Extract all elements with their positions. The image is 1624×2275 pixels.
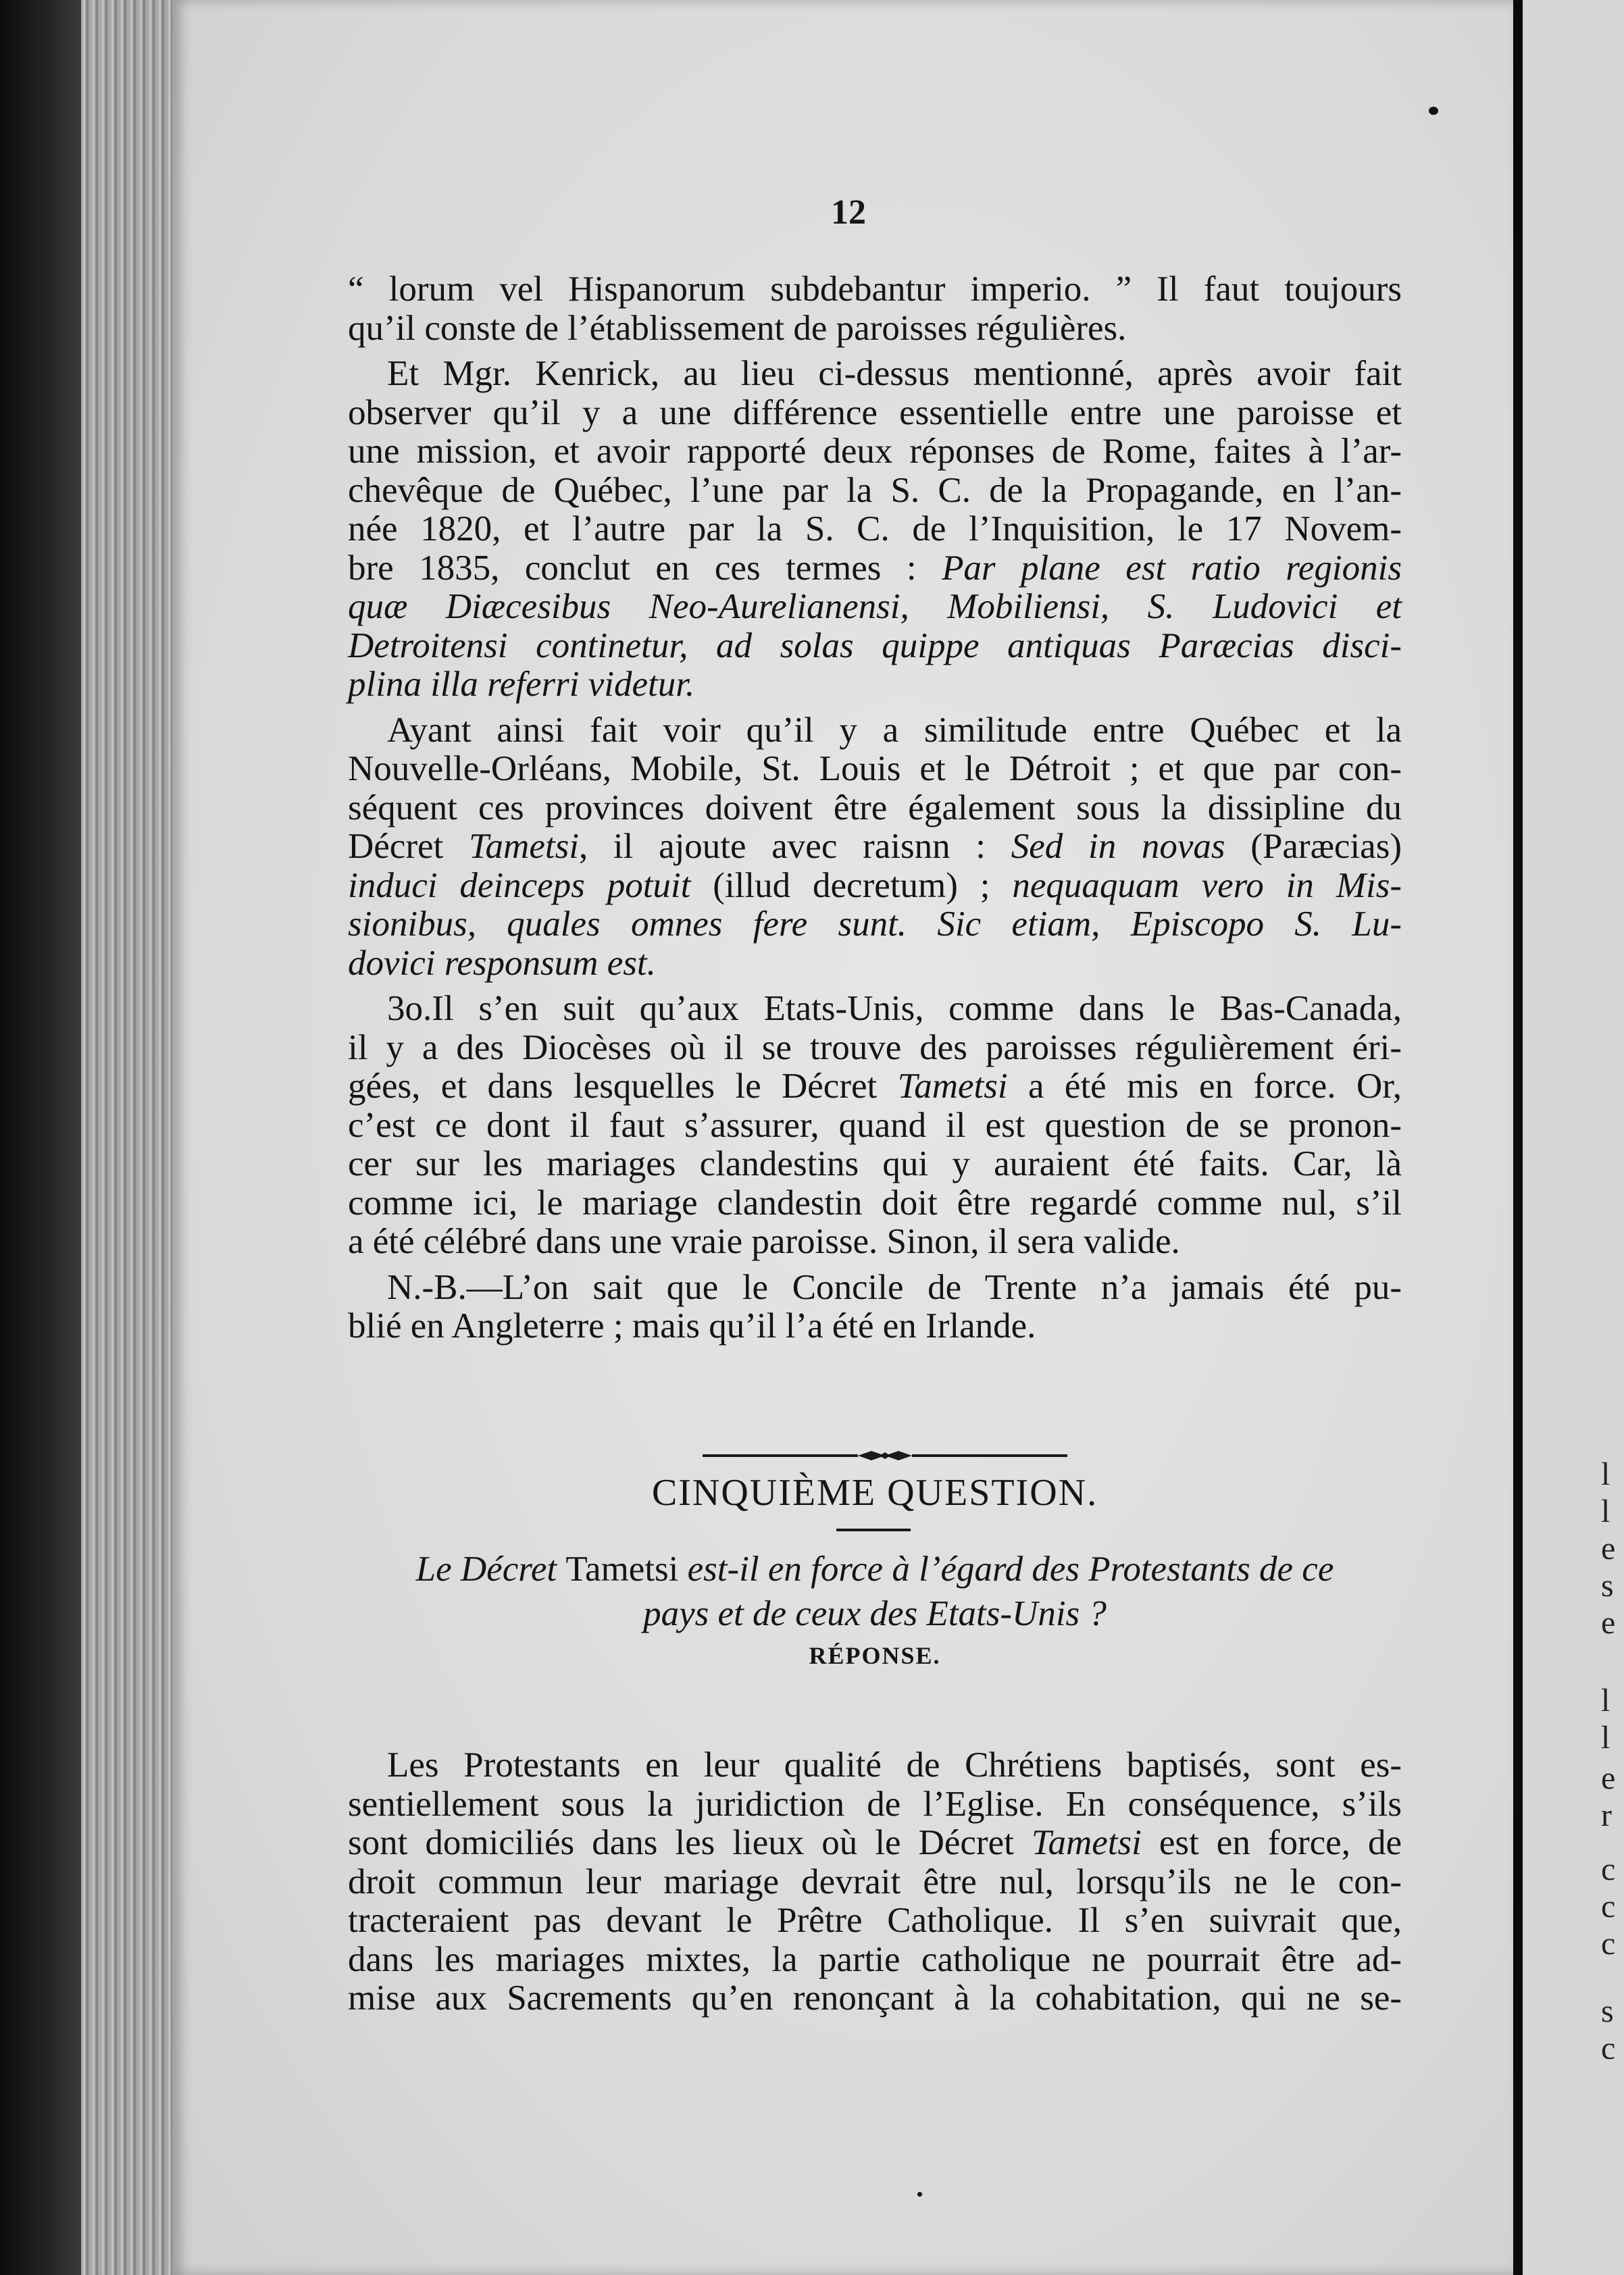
text-line [348, 1106, 1402, 1146]
italic-text: pays et de ceux des Etats-Unis ? [643, 1594, 1107, 1633]
adjacent-page-letter: c [1601, 1926, 1616, 1962]
text-line [348, 867, 1402, 906]
adjacent-page-letter: e [1601, 1531, 1616, 1566]
adjacent-page-letter: e [1601, 1605, 1616, 1641]
title-rule [836, 1529, 911, 1531]
text-line [348, 1223, 1402, 1262]
section-question [348, 1547, 1402, 1636]
text-run: Ayant ainsi fait voir qu’il y a similitude entre Québec et la [387, 710, 1402, 750]
text-line [348, 1269, 1402, 1308]
italic-text: nequaquam vero in Mis- [1012, 865, 1402, 905]
text-run: Et Mgr. Kenrick, au lieu ci-dessus mentionné, après avoir fait [387, 354, 1402, 393]
text-run: Tametsi [565, 1550, 679, 1589]
text-run: Les Protestants en leur qualité de Chrétiens baptisés, sont es- [387, 1745, 1402, 1785]
body-text [348, 270, 1402, 1353]
adjacent-page-fragment [1523, 0, 1624, 2275]
text-line [348, 665, 1402, 705]
adjacent-page-letter: s [1601, 1993, 1614, 2029]
text-run: tracteraient pas devant le Prêtre Catholique. Il s’en suivrait que, [348, 1901, 1402, 1940]
text-run: N.-B.—L’on sait que le Concile de Trente n’a jamais été pu- [387, 1267, 1402, 1307]
text-line [348, 1863, 1402, 1902]
adjacent-page-letter: c [1601, 2030, 1616, 2066]
italic-text: plina illa referri videtur. [348, 665, 695, 704]
text-run: séquent ces provinces doivent être également sous la dissipline du [348, 788, 1402, 827]
text-line [348, 750, 1402, 789]
answer-text [348, 1746, 1402, 2018]
adjacent-page-letter: r [1601, 1797, 1612, 1833]
italic-text: quæ Diæcesibus Neo-Aurelianensi, Mobiliensi, S. Ludovici et [348, 587, 1402, 626]
italic-text: Par plane est ratio regionis [942, 548, 1402, 588]
italic-text: Tametsi [1031, 1823, 1142, 1862]
text-run: bre 1835, conclut en ces termes : [348, 548, 942, 588]
text-line [348, 1824, 1402, 1863]
text-run: chevêque de Québec, l’une par la S. C. de la Propagande, en l’an- [348, 470, 1402, 510]
text-line [348, 355, 1402, 394]
adjacent-page-letter: l [1601, 1683, 1610, 1718]
text-run: (illud decretum) ; [690, 865, 1013, 905]
text-line [348, 588, 1402, 627]
text-line [348, 1746, 1402, 1785]
question-line [348, 1547, 1402, 1591]
italic-text: Tametsi [897, 1067, 1008, 1106]
text-run: sentiellement sous la juridiction de l’Eglise. En conséquence, s’ils [348, 1784, 1402, 1824]
text-line [348, 471, 1402, 511]
italic-text: Le Décret [415, 1550, 566, 1589]
page-number: 12 [831, 193, 866, 232]
text-run: mise aux Sacrements qu’en renonçant à la cohabitation, qui ne se- [348, 1978, 1402, 2018]
text-line [348, 549, 1402, 588]
adjacent-page-letter: l [1601, 1456, 1610, 1492]
scan-background [0, 0, 81, 2275]
text-run: dans les mariages mixtes, la partie catholique ne pourrait être ad- [348, 1939, 1402, 1979]
page-gutter [1513, 0, 1523, 2275]
text-line [348, 827, 1402, 867]
text-line [348, 905, 1402, 944]
adjacent-page-letter: c [1601, 1851, 1616, 1887]
adjacent-page-letter: e [1601, 1760, 1616, 1796]
text-line [348, 510, 1402, 549]
text-run: Nouvelle-Orléans, Mobile, St. Louis et le Détroit ; et que par con- [348, 749, 1402, 788]
text-run: (Paræcias) [1225, 827, 1402, 866]
text-line [348, 1145, 1402, 1184]
text-line [348, 627, 1402, 666]
ink-speck [917, 2192, 922, 2197]
italic-text: Sed in novas [1011, 827, 1225, 866]
text-line [348, 1067, 1402, 1106]
text-run: 3o.Il s’en suit qu’aux Etats-Unis, comme dans le Bas-Canada, [387, 989, 1402, 1028]
italic-text: Detroitensi continetur, ad solas quippe antiquas Paræcias disci- [348, 625, 1402, 665]
text-line [348, 711, 1402, 750]
ink-speck [1429, 107, 1438, 115]
ornamental-rule [703, 1446, 1067, 1466]
text-line [348, 1785, 1402, 1824]
text-run: comme ici, le mariage clandestin doit être regardé comme nul, s’il [348, 1183, 1402, 1223]
question-line [348, 1591, 1402, 1636]
section-title: CINQUIÈME QUESTION. [651, 1472, 1098, 1514]
text-line [348, 944, 1402, 983]
text-run: une mission, et avoir rapporté deux réponses de Rome, faites à l’ar- [348, 432, 1402, 471]
italic-text: sionibus, quales omnes fere sunt. Sic etiam, Episcopo S. Lu- [348, 904, 1402, 944]
text-run: a été célébré dans une vraie paroisse. Sinon, il sera valide. [348, 1222, 1180, 1261]
text-line [348, 1029, 1402, 1068]
text-line [348, 990, 1402, 1029]
paragraph [348, 711, 1402, 983]
text-run: est en force, de [1141, 1823, 1402, 1862]
text-run: “ lorum vel Hispanorum subdebantur imperio. ” Il faut toujours [348, 270, 1402, 309]
italic-text: Tametsi [468, 827, 579, 866]
italic-text: induci deinceps potuit [348, 865, 691, 905]
adjacent-page-letter: l [1601, 1493, 1610, 1529]
paragraph [348, 355, 1402, 705]
text-line [348, 432, 1402, 471]
text-run: gées, et dans lesquelles le Décret [348, 1067, 898, 1106]
adjacent-page-letter: s [1601, 1568, 1614, 1604]
text-line [348, 1941, 1402, 1980]
text-line [348, 1979, 1402, 2018]
paragraph [348, 270, 1402, 348]
text-line [348, 1901, 1402, 1941]
adjacent-page-letter: c [1601, 1889, 1616, 1924]
italic-text: dovici responsum est. [348, 943, 656, 983]
text-line [348, 789, 1402, 828]
text-line [348, 1184, 1402, 1223]
text-run: c’est ce dont il faut s’assurer, quand il est question de se pronon- [348, 1105, 1402, 1145]
text-line [348, 270, 1402, 309]
text-run: a été mis en force. Or, [1007, 1067, 1402, 1106]
text-run: il y a des Diocèses où il se trouve des paroisses régulièrement éri- [348, 1027, 1402, 1067]
text-line [348, 309, 1402, 349]
adjacent-page-letter: l [1601, 1720, 1610, 1756]
paragraph [348, 990, 1402, 1262]
text-run: droit commun leur mariage devrait être nul, lorsqu’ils ne le con- [348, 1862, 1402, 1901]
paragraph [348, 1269, 1402, 1346]
text-run: , il ajoute avec raisnn : [578, 827, 1011, 866]
text-run: observer qu’il y a une différence essentielle entre une paroisse et [348, 392, 1402, 432]
text-line [348, 1307, 1402, 1346]
text-run: sont domiciliés dans les lieux où le Décret [348, 1823, 1032, 1862]
text-run: blié en Angleterre ; mais qu’il l’a été en Irlande. [348, 1306, 1036, 1346]
text-run: Décret [348, 827, 469, 866]
page-stack-edges [81, 0, 176, 2275]
italic-text: est-il en force à l’égard des Protestants de ce [678, 1550, 1334, 1589]
text-line [348, 394, 1402, 433]
text-run: qu’il conste de l’établissement de paroisses régulières. [348, 308, 1127, 348]
text-run: née 1820, et l’autre par la S. C. de l’Inquisition, le 17 Novem- [348, 509, 1402, 548]
answer-heading: RÉPONSE. [809, 1642, 941, 1669]
text-run: cer sur les mariages clandestins qui y auraient été faits. Car, là [348, 1144, 1402, 1183]
